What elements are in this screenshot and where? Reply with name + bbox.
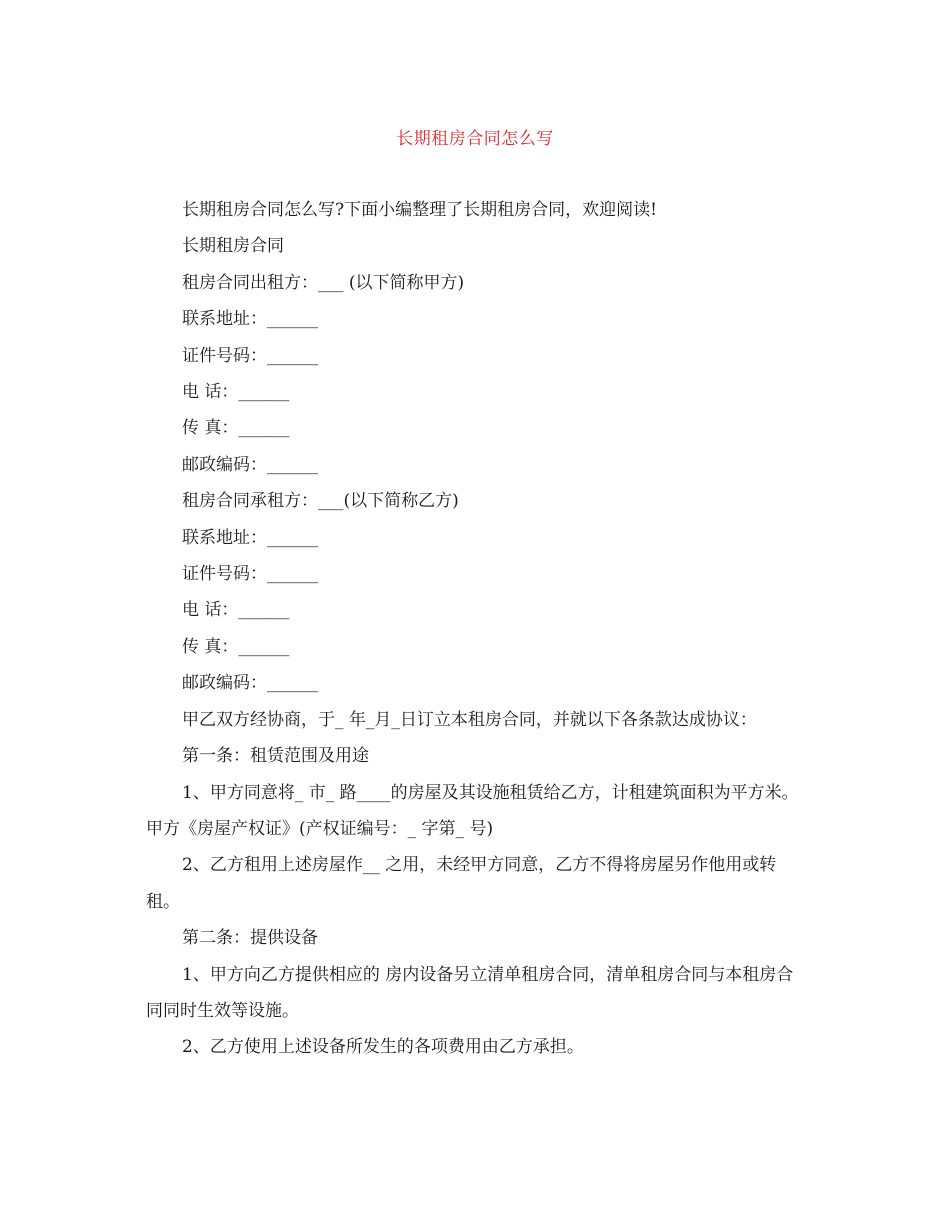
paragraph-heading: 长期租房合同 <box>182 236 284 257</box>
paragraph-lessor-fax: 传 真：______ <box>182 418 290 439</box>
document-body <box>146 192 810 1066</box>
paragraph-lessor-address: 联系地址：______ <box>182 309 318 330</box>
paragraph-lessor-postcode: 邮政编码：______ <box>182 454 318 475</box>
paragraph-lessee-phone: 电 话：______ <box>182 600 290 621</box>
paragraph-lessee-id: 证件号码：______ <box>182 564 318 585</box>
paragraph-article-1: 第一条：租赁范围及用途 <box>182 746 369 767</box>
paragraph-article-2: 第二条：提供设备 <box>182 928 318 949</box>
paragraph-article-2-item-1: 1、甲方向乙方提供相应的 房内设备另立清单租房合同，清单租房合同与本租房合同同时生效等设施。 <box>146 964 794 1021</box>
paragraph-intro: 长期租房合同怎么写?下面小编整理了长期租房合同，欢迎阅读! <box>182 200 657 220</box>
paragraph-lessee-fax: 传 真：______ <box>182 636 290 657</box>
paragraph-article-2-item-2: 2、乙方使用上述设备所发生的各项费用由乙方承担。 <box>182 1037 584 1058</box>
paragraph-lessee: 租房合同承租方：___(以下简称乙方) <box>182 491 459 512</box>
document-title: 长期租房合同怎么写 <box>396 129 554 149</box>
paragraph-lessor-phone: 电 话：______ <box>182 382 290 403</box>
paragraph-lessee-address: 联系地址：______ <box>182 527 318 548</box>
paragraph-article-1-item-1: 1、甲方同意将_ 市_ 路____的房屋及其设施租赁给乙方，计租建筑面积为平方米。甲方《房屋产权证》(产权证编号：_ 字第_ 号) <box>146 782 799 839</box>
paragraph-lessor: 租房合同出租方：___ (以下简称甲方) <box>182 272 465 293</box>
paragraph-lessor-id: 证件号码：______ <box>182 345 318 366</box>
paragraph-article-1-item-2: 2、乙方租用上述房屋作__ 之用，未经甲方同意，乙方不得将房屋另作他用或转租。 <box>146 855 777 912</box>
paragraph-lessee-postcode: 邮政编码：______ <box>182 673 318 694</box>
paragraph-agreement: 甲乙双方经协商，于_ 年_月_日订立本租房合同，并就以下各条款达成协议： <box>182 709 757 730</box>
